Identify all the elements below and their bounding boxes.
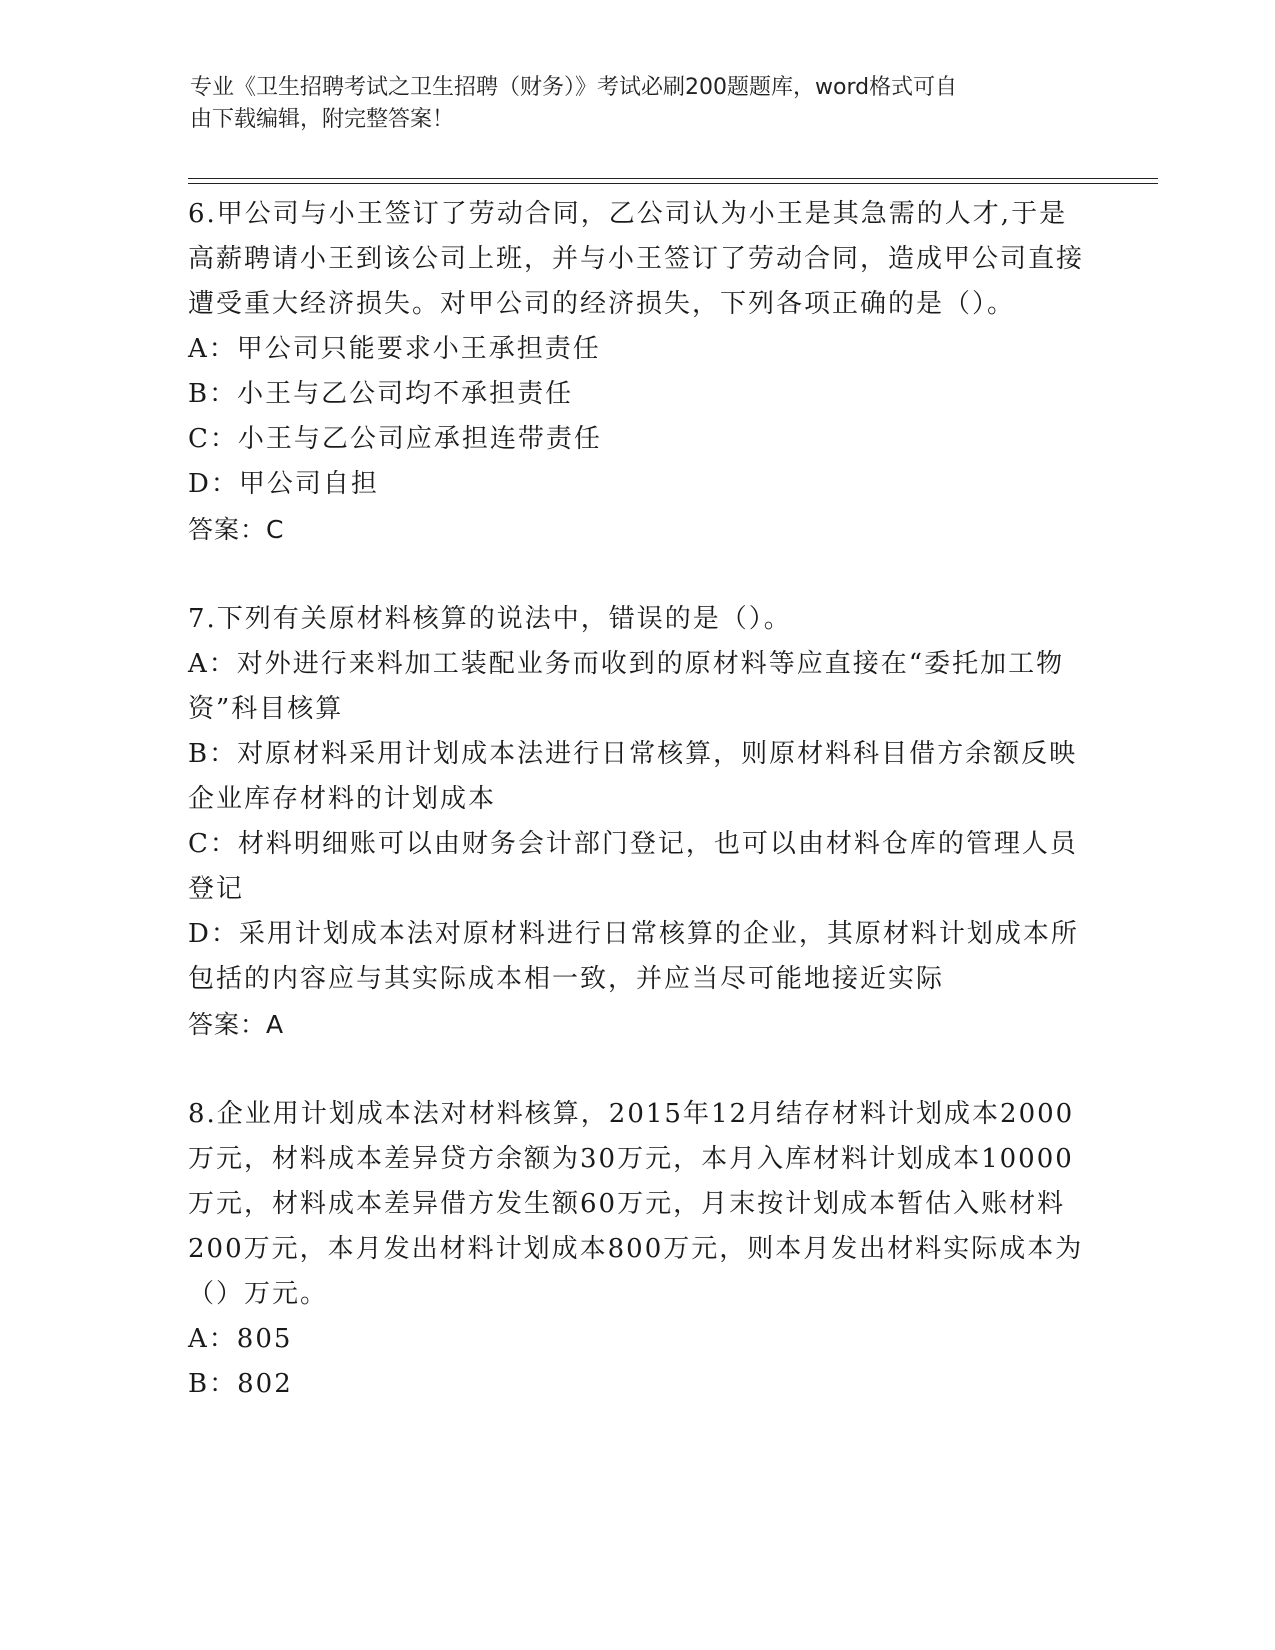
option-b: B：对原材料采用计划成本法进行日常核算，则原材料科目借方余额反映企业库存材料的计划成本	[188, 739, 1078, 814]
answer-line: 答案：A	[188, 1010, 285, 1039]
question-stem: 8.企业用计划成本法对材料核算，2015年12月结存材料计划成本2000万元，材料成本差异贷方余额为30万元，本月入库材料计划成本10000万元，材料成本差异借方发生额60万元，月末按计划成本暂估入账材料200万元，本月发出材料计划成本800万元，则本月发出材料实际成本为（）万元。	[188, 1099, 1084, 1309]
header-divider-bottom	[188, 183, 1158, 184]
question-stem: 6.甲公司与小王签订了劳动合同，乙公司认为小王是其急需的人才,于是高薪聘请小王到该公司上班，并与小王签订了劳动合同，造成甲公司直接遭受重大经济损失。对甲公司的经济损失，下列各项正确的是（）。	[188, 199, 1085, 319]
answer-line: 答案：C	[188, 515, 285, 544]
question-6	[188, 192, 1088, 552]
option-b: B：802	[188, 1369, 293, 1399]
option-d: D：采用计划成本法对原材料进行日常核算的企业，其原材料计划成本所包括的内容应与其实际成本相一致，并应当尽可能地接近实际	[188, 919, 1079, 994]
question-list	[188, 192, 1088, 1407]
option-b: B：小王与乙公司均不承担责任	[188, 379, 574, 409]
question-7	[188, 597, 1088, 1047]
header-divider-top	[188, 178, 1158, 179]
option-d: D：甲公司自担	[188, 469, 379, 499]
question-8	[188, 1092, 1088, 1407]
option-a: A：甲公司只能要求小王承担责任	[188, 334, 601, 364]
header-line-2: 由下载编辑，附完整答案！	[190, 107, 455, 132]
question-stem: 7.下列有关原材料核算的说法中，错误的是（）。	[188, 604, 792, 634]
header-line-1: 专业《卫生招聘考试之卫生招聘（财务）》考试必刷200题题库，word格式可自	[190, 75, 958, 100]
option-c: C：材料明细账可以由财务会计部门登记，也可以由材料仓库的管理人员登记	[188, 829, 1078, 904]
question-spacer	[188, 1047, 1088, 1092]
option-c: C：小王与乙公司应承担连带责任	[188, 424, 602, 454]
question-spacer	[188, 552, 1088, 597]
option-a: A：805	[188, 1324, 293, 1354]
document-header	[190, 72, 1080, 136]
option-a: A：对外进行来料加工装配业务而收到的原材料等应直接在“委托加工物资”科目核算	[188, 649, 1065, 724]
